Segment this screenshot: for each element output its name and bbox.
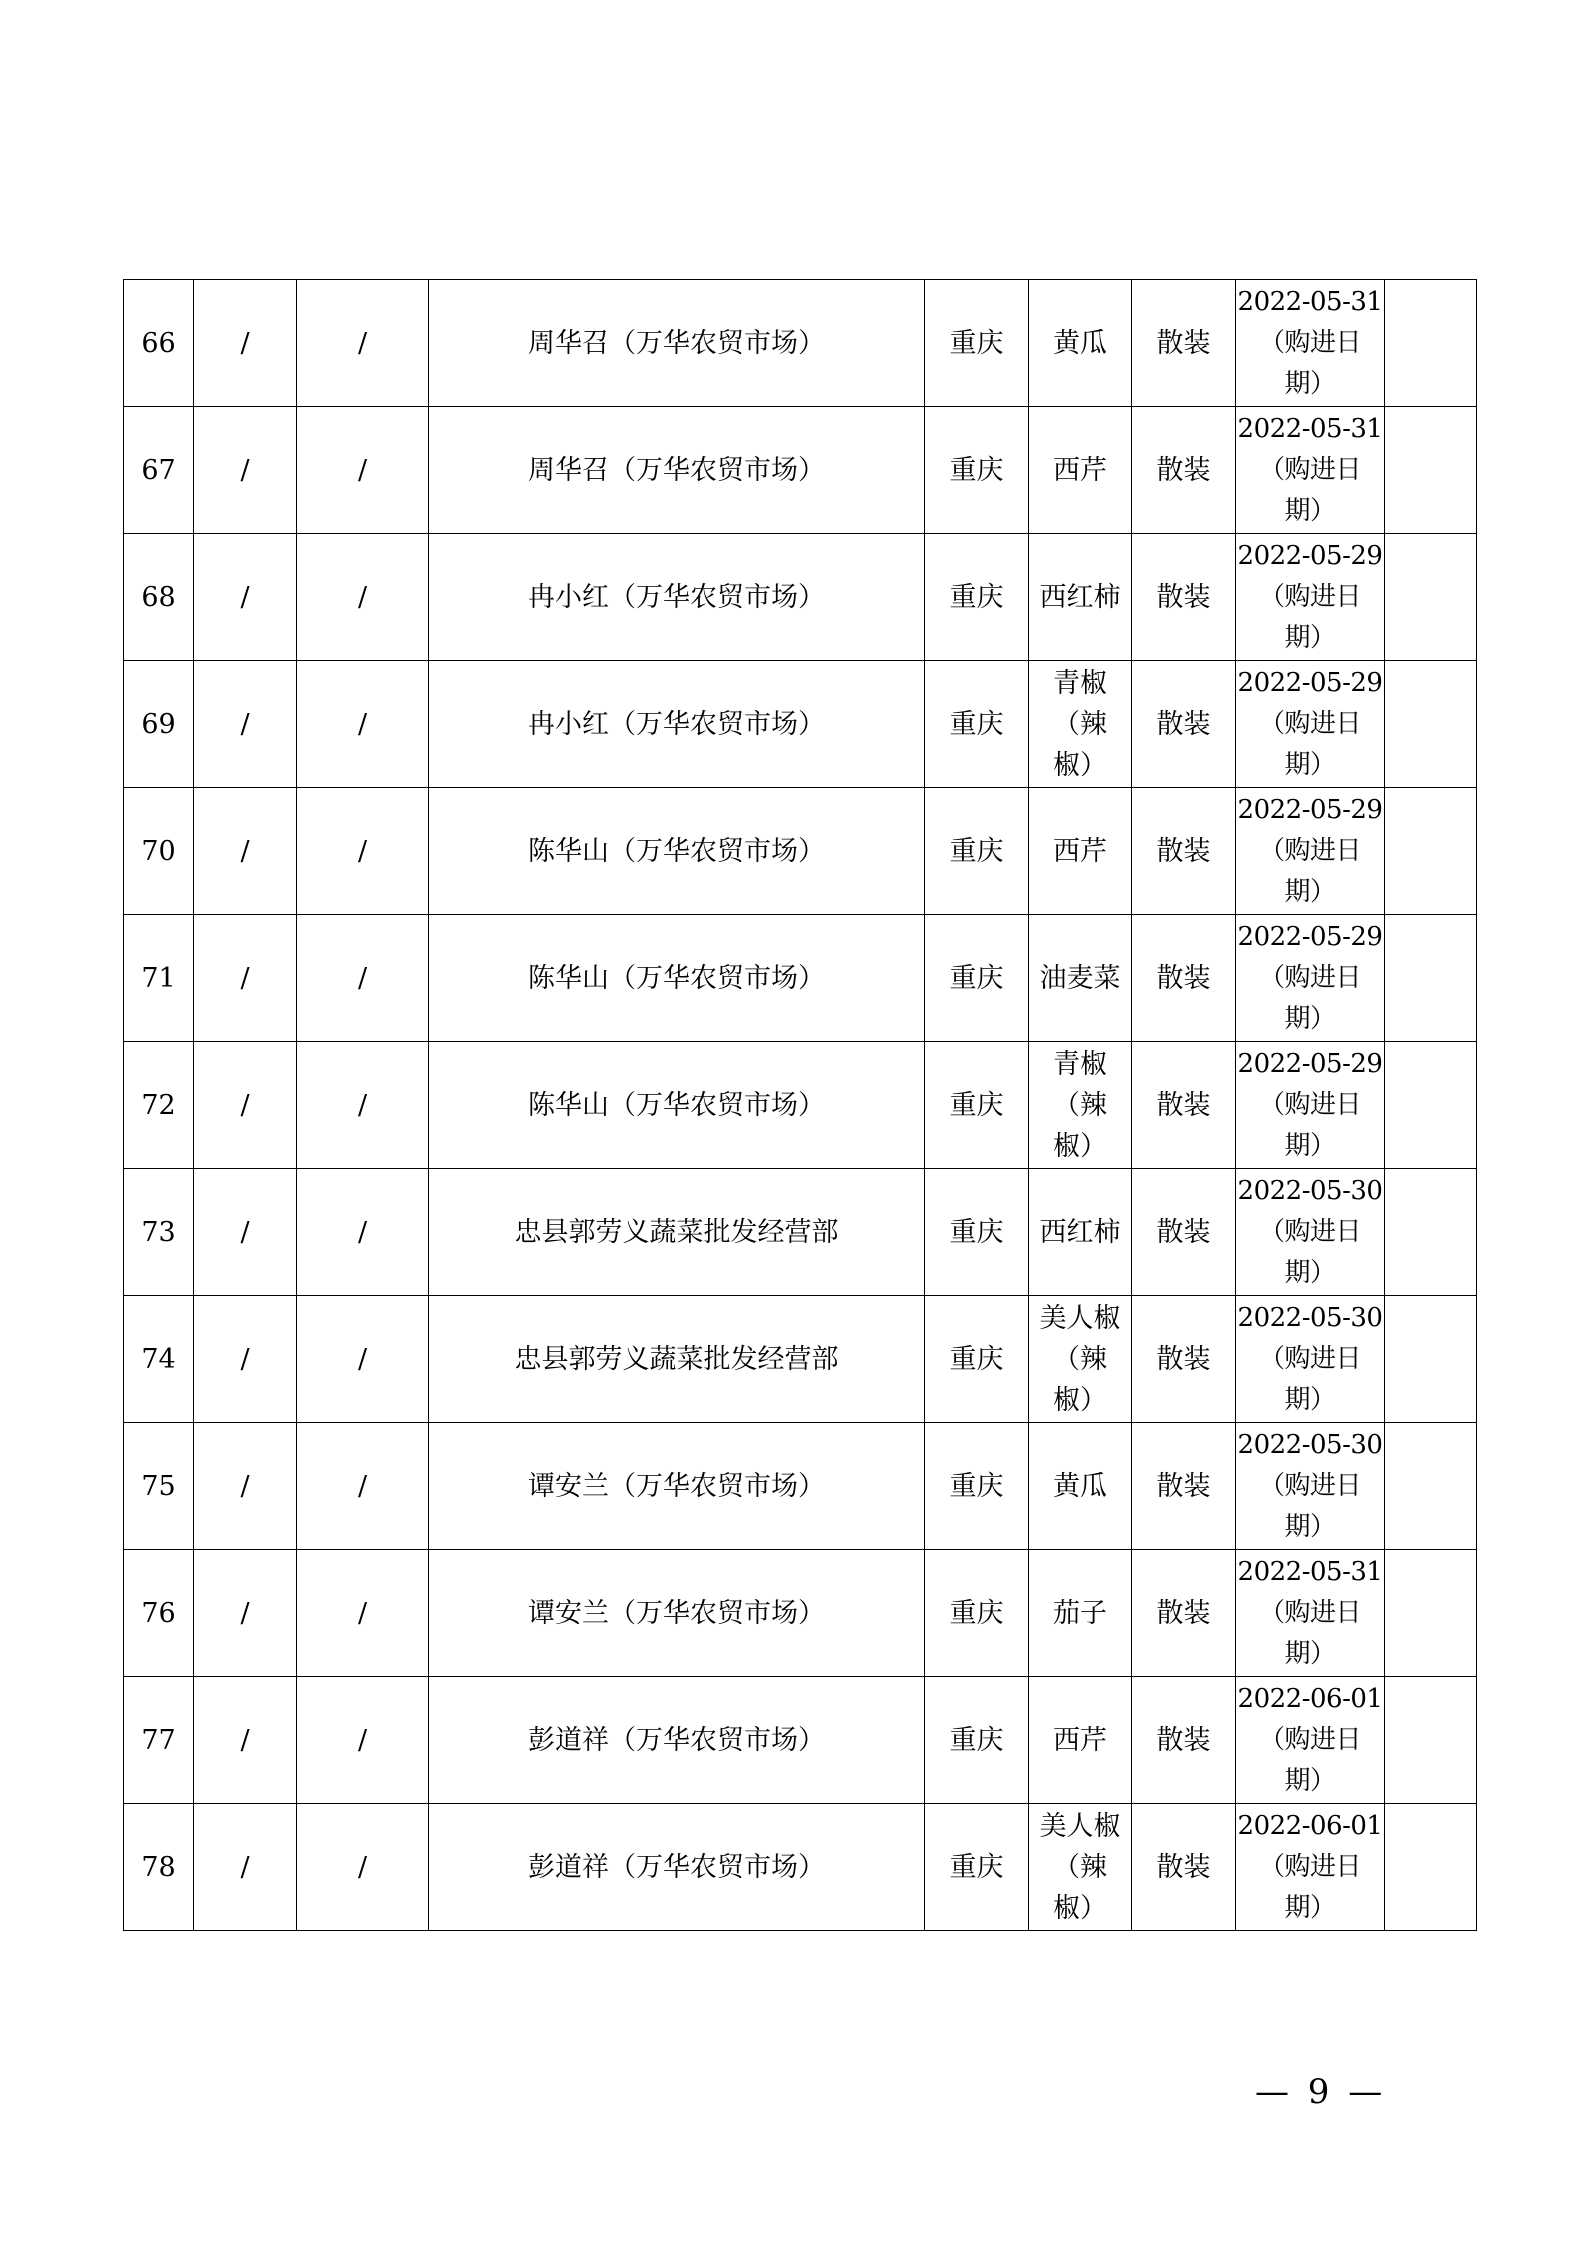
cell-seller: 谭安兰（万华农贸市场） xyxy=(429,1423,925,1550)
cell-product-line: （辣 xyxy=(1053,1089,1107,1121)
cell-date xyxy=(1236,280,1385,407)
cell-packaging: 散装 xyxy=(1132,661,1236,788)
cell-col3: / xyxy=(297,534,429,661)
table-row xyxy=(124,661,1477,788)
table-row xyxy=(124,1423,1477,1550)
cell-date-line: 期） xyxy=(1284,749,1336,780)
cell-seller: 冉小红（万华农贸市场） xyxy=(429,534,925,661)
cell-packaging: 散装 xyxy=(1132,534,1236,661)
cell-note xyxy=(1385,1169,1477,1296)
cell-product xyxy=(1029,1677,1132,1804)
cell-note xyxy=(1385,1042,1477,1169)
cell-date-line: 期） xyxy=(1284,495,1336,526)
cell-row-number: 78 xyxy=(124,1804,194,1931)
cell-col2: / xyxy=(194,1169,297,1296)
cell-col2: / xyxy=(194,407,297,534)
cell-packaging: 散装 xyxy=(1132,915,1236,1042)
cell-col3: / xyxy=(297,1423,429,1550)
cell-packaging: 散装 xyxy=(1132,788,1236,915)
cell-date-line: 期） xyxy=(1284,876,1336,907)
cell-product xyxy=(1029,1550,1132,1677)
cell-origin: 重庆 xyxy=(925,1042,1029,1169)
cell-product xyxy=(1029,788,1132,915)
cell-product xyxy=(1029,1423,1132,1550)
table-row xyxy=(124,1677,1477,1804)
table-row xyxy=(124,1296,1477,1423)
cell-product-line: 西红柿 xyxy=(1039,1216,1121,1248)
cell-date-line: （购进日 xyxy=(1258,1089,1361,1120)
cell-date-line: 2022-05-30 xyxy=(1237,1429,1383,1460)
cell-col3: / xyxy=(297,1677,429,1804)
cell-product-line: 黄瓜 xyxy=(1053,1470,1107,1502)
cell-row-number: 76 xyxy=(124,1550,194,1677)
cell-product-line: （辣 xyxy=(1053,708,1107,740)
cell-product-line: 西芹 xyxy=(1053,454,1107,486)
cell-row-number: 73 xyxy=(124,1169,194,1296)
cell-date-line: 2022-06-01 xyxy=(1237,1810,1383,1841)
cell-note xyxy=(1385,1550,1477,1677)
cell-col2: / xyxy=(194,534,297,661)
cell-origin: 重庆 xyxy=(925,534,1029,661)
cell-product-line: （辣 xyxy=(1053,1343,1107,1375)
cell-product xyxy=(1029,1804,1132,1931)
cell-col2: / xyxy=(194,1677,297,1804)
cell-product-line: 西芹 xyxy=(1053,835,1107,867)
cell-packaging: 散装 xyxy=(1132,1296,1236,1423)
cell-date-line: 2022-05-29 xyxy=(1237,794,1383,825)
cell-product xyxy=(1029,915,1132,1042)
cell-seller: 冉小红（万华农贸市场） xyxy=(429,661,925,788)
table-row xyxy=(124,280,1477,407)
cell-product-line: 椒） xyxy=(1053,1130,1107,1162)
cell-date-line: （购进日 xyxy=(1258,835,1361,866)
cell-note xyxy=(1385,661,1477,788)
cell-date-line: 2022-05-31 xyxy=(1237,1556,1383,1587)
cell-col2: / xyxy=(194,1296,297,1423)
cell-date-line: （购进日 xyxy=(1258,1343,1361,1374)
cell-packaging: 散装 xyxy=(1132,1423,1236,1550)
cell-product xyxy=(1029,280,1132,407)
cell-product xyxy=(1029,534,1132,661)
cell-date-line: （购进日 xyxy=(1258,708,1361,739)
table-row xyxy=(124,915,1477,1042)
cell-product-line: （辣 xyxy=(1053,1851,1107,1883)
cell-seller: 谭安兰（万华农贸市场） xyxy=(429,1550,925,1677)
cell-date xyxy=(1236,1677,1385,1804)
cell-origin: 重庆 xyxy=(925,1169,1029,1296)
cell-product-line: 油麦菜 xyxy=(1039,962,1121,994)
cell-col2: / xyxy=(194,1042,297,1169)
cell-product-line: 茄子 xyxy=(1053,1597,1107,1629)
cell-date-line: （购进日 xyxy=(1258,327,1361,358)
cell-note xyxy=(1385,1677,1477,1804)
cell-row-number: 66 xyxy=(124,280,194,407)
cell-date-line: 期） xyxy=(1284,1384,1336,1415)
cell-date-line: 期） xyxy=(1284,1130,1336,1161)
cell-packaging: 散装 xyxy=(1132,1042,1236,1169)
cell-date xyxy=(1236,1296,1385,1423)
cell-product xyxy=(1029,1042,1132,1169)
cell-col3: / xyxy=(297,1550,429,1677)
cell-date-line: 2022-05-29 xyxy=(1237,540,1383,571)
cell-date xyxy=(1236,534,1385,661)
cell-col2: / xyxy=(194,915,297,1042)
cell-date xyxy=(1236,661,1385,788)
cell-col3: / xyxy=(297,1169,429,1296)
cell-origin: 重庆 xyxy=(925,407,1029,534)
cell-col3: / xyxy=(297,661,429,788)
cell-date-line: 2022-05-29 xyxy=(1237,1048,1383,1079)
cell-row-number: 75 xyxy=(124,1423,194,1550)
cell-col3: / xyxy=(297,407,429,534)
cell-seller: 彭道祥（万华农贸市场） xyxy=(429,1677,925,1804)
cell-col3: / xyxy=(297,1042,429,1169)
cell-date-line: （购进日 xyxy=(1258,454,1361,485)
table-row xyxy=(124,1169,1477,1296)
cell-date-line: 期） xyxy=(1284,1892,1336,1923)
cell-origin: 重庆 xyxy=(925,280,1029,407)
cell-seller: 陈华山（万华农贸市场） xyxy=(429,915,925,1042)
page-number: — 9 — xyxy=(1255,2072,1387,2112)
cell-date-line: （购进日 xyxy=(1258,1724,1361,1755)
cell-col3: / xyxy=(297,1804,429,1931)
cell-date-line: 2022-05-31 xyxy=(1237,286,1383,317)
cell-date xyxy=(1236,1042,1385,1169)
cell-date-line: （购进日 xyxy=(1258,581,1361,612)
cell-row-number: 67 xyxy=(124,407,194,534)
cell-date xyxy=(1236,1804,1385,1931)
cell-product-line: 椒） xyxy=(1053,1384,1107,1416)
cell-origin: 重庆 xyxy=(925,1423,1029,1550)
cell-packaging: 散装 xyxy=(1132,1550,1236,1677)
cell-date xyxy=(1236,1423,1385,1550)
cell-seller: 陈华山（万华农贸市场） xyxy=(429,788,925,915)
cell-date xyxy=(1236,915,1385,1042)
table-row xyxy=(124,1042,1477,1169)
cell-col2: / xyxy=(194,1804,297,1931)
cell-date-line: 期） xyxy=(1284,1511,1336,1542)
cell-date-line: （购进日 xyxy=(1258,962,1361,993)
cell-origin: 重庆 xyxy=(925,1677,1029,1804)
cell-date xyxy=(1236,788,1385,915)
cell-date-line: 2022-05-30 xyxy=(1237,1302,1383,1333)
cell-seller: 忠县郭劳义蔬菜批发经营部 xyxy=(429,1296,925,1423)
cell-row-number: 74 xyxy=(124,1296,194,1423)
cell-note xyxy=(1385,1423,1477,1550)
cell-row-number: 69 xyxy=(124,661,194,788)
cell-product xyxy=(1029,661,1132,788)
cell-row-number: 70 xyxy=(124,788,194,915)
cell-date-line: （购进日 xyxy=(1258,1216,1361,1247)
data-table xyxy=(123,279,1477,1931)
cell-col2: / xyxy=(194,1550,297,1677)
cell-origin: 重庆 xyxy=(925,915,1029,1042)
cell-origin: 重庆 xyxy=(925,788,1029,915)
cell-product-line: 美人椒 xyxy=(1039,1302,1121,1334)
cell-col3: / xyxy=(297,280,429,407)
cell-seller: 忠县郭劳义蔬菜批发经营部 xyxy=(429,1169,925,1296)
cell-origin: 重庆 xyxy=(925,1296,1029,1423)
cell-packaging: 散装 xyxy=(1132,280,1236,407)
cell-date-line: （购进日 xyxy=(1258,1851,1361,1882)
table-row xyxy=(124,788,1477,915)
cell-date xyxy=(1236,1169,1385,1296)
cell-note xyxy=(1385,1296,1477,1423)
cell-product-line: 美人椒 xyxy=(1039,1810,1121,1842)
cell-col2: / xyxy=(194,661,297,788)
cell-date-line: 期） xyxy=(1284,1765,1336,1796)
cell-date-line: 2022-05-29 xyxy=(1237,921,1383,952)
cell-packaging: 散装 xyxy=(1132,1804,1236,1931)
cell-product xyxy=(1029,1296,1132,1423)
cell-packaging: 散装 xyxy=(1132,1169,1236,1296)
cell-col2: / xyxy=(194,788,297,915)
cell-row-number: 71 xyxy=(124,915,194,1042)
cell-product-line: 青椒 xyxy=(1053,1048,1107,1080)
table-row xyxy=(124,1804,1477,1931)
cell-row-number: 77 xyxy=(124,1677,194,1804)
cell-date-line: （购进日 xyxy=(1258,1470,1361,1501)
cell-seller: 陈华山（万华农贸市场） xyxy=(429,1042,925,1169)
cell-packaging: 散装 xyxy=(1132,1677,1236,1804)
cell-seller: 周华召（万华农贸市场） xyxy=(429,407,925,534)
table-row xyxy=(124,534,1477,661)
cell-product xyxy=(1029,407,1132,534)
cell-date-line: （购进日 xyxy=(1258,1597,1361,1628)
cell-product-line: 西红柿 xyxy=(1039,581,1121,613)
cell-row-number: 72 xyxy=(124,1042,194,1169)
cell-date xyxy=(1236,1550,1385,1677)
cell-date-line: 2022-06-01 xyxy=(1237,1683,1383,1714)
cell-date xyxy=(1236,407,1385,534)
cell-col3: / xyxy=(297,1296,429,1423)
cell-seller: 彭道祥（万华农贸市场） xyxy=(429,1804,925,1931)
cell-origin: 重庆 xyxy=(925,661,1029,788)
cell-note xyxy=(1385,407,1477,534)
cell-col2: / xyxy=(194,280,297,407)
cell-date-line: 期） xyxy=(1284,622,1336,653)
cell-product-line: 西芹 xyxy=(1053,1724,1107,1756)
cell-date-line: 期） xyxy=(1284,368,1336,399)
cell-date-line: 期） xyxy=(1284,1638,1336,1669)
cell-packaging: 散装 xyxy=(1132,407,1236,534)
table-row xyxy=(124,407,1477,534)
cell-product-line: 椒） xyxy=(1053,749,1107,781)
cell-product-line: 青椒 xyxy=(1053,667,1107,699)
cell-note xyxy=(1385,915,1477,1042)
cell-product xyxy=(1029,1169,1132,1296)
cell-date-line: 期） xyxy=(1284,1257,1336,1288)
cell-row-number: 68 xyxy=(124,534,194,661)
table-row xyxy=(124,1550,1477,1677)
cell-date-line: 期） xyxy=(1284,1003,1336,1034)
cell-product-line: 黄瓜 xyxy=(1053,327,1107,359)
cell-date-line: 2022-05-31 xyxy=(1237,413,1383,444)
cell-col2: / xyxy=(194,1423,297,1550)
cell-col3: / xyxy=(297,915,429,1042)
cell-date-line: 2022-05-29 xyxy=(1237,667,1383,698)
cell-origin: 重庆 xyxy=(925,1804,1029,1931)
cell-note xyxy=(1385,1804,1477,1931)
cell-note xyxy=(1385,534,1477,661)
cell-date-line: 2022-05-30 xyxy=(1237,1175,1383,1206)
cell-col3: / xyxy=(297,788,429,915)
cell-note xyxy=(1385,280,1477,407)
cell-origin: 重庆 xyxy=(925,1550,1029,1677)
cell-product-line: 椒） xyxy=(1053,1892,1107,1924)
cell-seller: 周华召（万华农贸市场） xyxy=(429,280,925,407)
cell-note xyxy=(1385,788,1477,915)
